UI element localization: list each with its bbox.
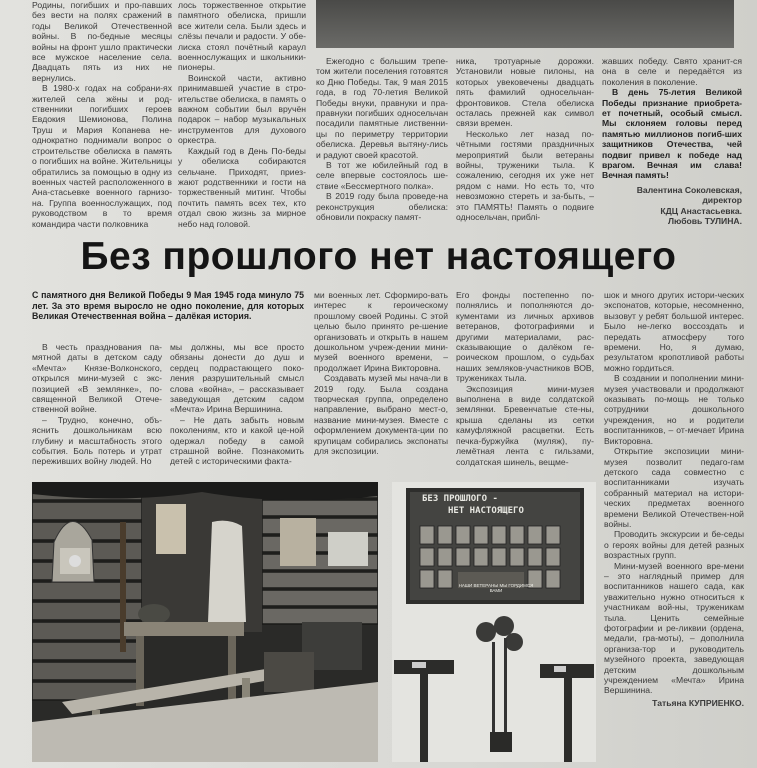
paragraph: Воинской части, активно принимавшей участие в стро-ительстве обелиска, в память о важном событии был вручён подарок – набор музыкальных инструментов для духового оркестра. [178,72,306,146]
article-author: Татьяна КУПРИЕНКО. [652,697,744,708]
paragraph: Экспозиция мини-музея выполнена в виде солдатской землянки. Бревенчатые сте-ны, крыша сделаны из сетки камуфляжной расцветки. Есть печка-буржуйка (муляж), пу-лемётная лента с гильзами, солдатская шинель, вещме- [456,383,594,467]
paragraph: жавших победу. Свято хранит-ся она в селе и передаётся из поколения в поколение. [602,56,742,87]
signature-line: КДЦ Анастасьевка. [660,205,742,216]
paragraph: В тот же юбилейный год в селе впервые состоялось ше-ствие «Бессмертного полка». [316,160,448,191]
dugout-illustration [32,482,378,762]
top-photo [316,0,734,48]
signature [602,185,742,227]
paragraph: лось торжественное открытие памятного обелиска, пришли все жители села. Были здесь и слёзы печали и радости. У обе-лиска стоял почётный караул военнослужащих и школьники-пионеры. [178,0,306,73]
signature-line: Валентина Соколевская, [636,184,742,195]
top-col-4 [456,56,594,232]
paragraph: В день 75-летия Великой Победы признание приобрета-ет почетный, особый смысл. Мы склоняем головы перед памятью миллионов погиб-ших защитников Отечества, чей подвиг привел к победе над врагом. Вечная им слава! Вечная память! [602,87,742,181]
paragraph: шок и много других истори-ческих экспонатов, которые, несомненно, вызовут у ребят большой интерес. Было не-легко воссоздать и передать атмосферу того времени. Но, я думаю, результатом кропотливой работы можно гордиться. [604,290,744,373]
article-col-5 [604,290,744,768]
article-lead: С памятного дня Великой Победы 9 Мая 1945 года минуло 75 лет. За это время выросло не одно поколение, для которых Великая Отечественная война – далёкая история. [32,290,304,322]
paragraph: В 2019 году была проведе-на реконструкция обелиска: обновили покраску памят- [316,191,448,223]
photo-poster-display [392,482,596,762]
paragraph: Мини-музей военного вре-мени – это наглядный пример для воспитанников нашего сада, как уважительно нужно относиться к участникам вой-ны, труженикам тыла. Ценить семейные фотографии и ре-ликвии (ордена, медали, гра-моты), – дополнила организа-тор и руководитель музейного проекта, заведующая детским дошкольным учреждением «Мечта» Ирина Вершинина. [604,560,744,696]
paragraph: – Не дать забыть новым поколениям, кто и какой це-ной одержал победу в самой страшной войне. Познакомить детей с историческими факта- [170,414,304,467]
paragraph: Несколько лет назад по-чётными гостями праздничных мероприятий были ветераны войны, труженики тыла. К сожалению, сегодня их уже нет рядом с нами. Но есть то, что невозможно стереть и за-быть, – это ПАМЯТЬ! Память о подвиге односельчан, приблi- [456,128,594,223]
article-headline: Без прошлого нет настоящего [80,235,677,278]
poster-illustration [392,482,596,762]
paragraph: – Трудно, конечно, объ-яснить дошкольникам всю глубину и масштабность этого события. Боль потерь и утрат переживших войну людей. Но [32,414,162,467]
paragraph: В честь празднования па-мятной даты в детском саду «Мечта» Князе-Волконского, открылся мини-музей с экс-позицией «В землянке», по-священной Великой Отече-ственной войне. [32,342,162,415]
paragraph: Его фонды постепенно по-полнялись и пополняются до-кументами из личных архивов ветеранов, фотографиями и другими материалами, рас-сказывающие о далёком ге-роическом прошлом, о судьбах наших земляков-участников ВОВ, тружениках тыла. [456,290,594,384]
top-col-5 [602,56,742,232]
photo-dugout [32,482,378,762]
poster-caption: НАШИ ВЕТЕРАНЫ МЫ ГОРДИМСЯ ВАМИ [458,583,534,593]
paragraph: ми военных лет. Сформиро-вать интерес к героическому прошлому своей Родины. С этой целью было принято ре-шение организовать и открыть в нашем дошкольном учреж-дении мини-музей военного времени, – продолжает Ирина Викторовна. [314,290,448,373]
article-col-2 [170,342,304,474]
paragraph: Проводить экскурсии и бе-седы о героях войны для детей разных возрастных групп. [604,529,744,561]
top-col-2 [178,0,306,232]
paragraph: Родины, погибших и про-павших без вести на полях сражений в годы Великой Отечественной войны. В по-бедные месяцы войны на фронт ушло практически все мужское население села. Двадцать пять из них не вернулись. [32,0,172,83]
paragraph: Создавать музей мы нача-ли в 2019 году. Была создана творческая группа, определено направление, выбрано мест-о, название мини-музея. Вместе с оформлением документа-ции по крупицам собирались экспонаты для экспозиции. [314,373,448,457]
article-col-4 [456,290,594,476]
paragraph: В 1980-х годах на собрани-ях жителей села жёны и род-ственники погибших героев Евдокия Шемионова, Полина Труш и Мария Копанева не-однократно поднимали вопрос о строительстве обелиска в память о погибших на войне. Жительницы обратились за помощью в одну из военных частей расположенного в Ана-стасьевке военного гарнизо-на. Группа военнослужащих, под руководством в то время командира части полковника [32,83,172,229]
signature-line: Любовь ТУЛИНА. [667,216,742,227]
signature-line: директор [702,195,742,206]
poster-title-1: БЕЗ ПРОШЛОГО - [422,494,498,504]
paragraph: ника, тротуарные дорожки. Установили новые пилоны, на которых увековечены двадцать пять фамилий односельчан-фронтовиков. Стела обелиска осталась прежней как символ связи времен. [456,56,594,129]
paragraph: мы должны, мы все просто обязаны донести до душ и сердец подрастающего поко-ления разрушительный смысл слова «война», – рассказывает заведующая детским садом «Мечта» Ирина Вершинина. [170,342,304,415]
poster-title-2: НЕТ НАСТОЯЩЕГО [448,506,524,516]
top-col-1 [32,0,172,232]
article-col-3 [314,290,448,476]
paragraph: Ежегодно с большим трепе-том жители поселения готовятся ко Дню Победы. Так, 9 мая 2015 года, в год 70-летия Великой Победы внуки, правнуки и пра-правнуки погибших односельчан посадили памятные лиственни-цы по периметру территории обелиска. Деревья вытяну-лись и радуют своей красотой. [316,56,448,160]
article-col-1 [32,342,162,474]
paragraph: Открытие экспозиции мини-музея позволит педаго-гам детского сада совместно с воспитанниками изучать собранный материал на истори-ческих предметах военного времени Великой Отечествен-ной войны. [604,446,744,529]
paragraph: Каждый год в День По-беды у обелиска собираются сельчане. Приходят, приез-жают родственники и гости на торжественный митинг. Чтобы почтить память всех тех, кто отдал свою жизнь за мирное небо над головой. [178,145,306,229]
top-col-3 [316,56,448,232]
paragraph: В создании и пополнении мини-музея участвовали и продолжают оказывать по-мощь не только сотрудники дошкольного учреждения, но и родители воспитанников, – от-мечает Ирина Викторовна. [604,373,744,446]
